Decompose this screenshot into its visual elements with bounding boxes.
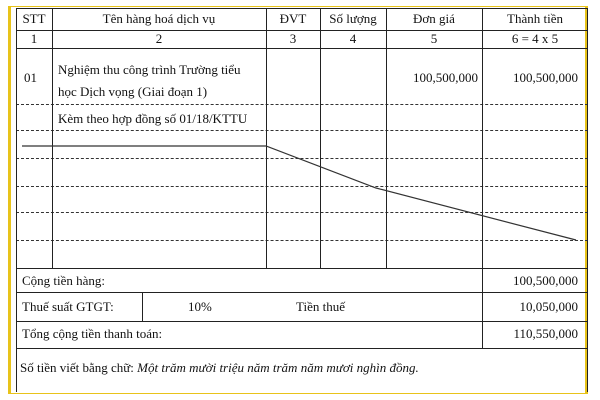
subtotal-value: 100,500,000 <box>513 273 578 288</box>
row-item-name-line2: học Dịch vọng (Giai đoạn 1) <box>58 84 208 99</box>
header-stt: STT <box>22 11 46 26</box>
row-amount: 100,500,000 <box>513 70 578 85</box>
header-amount: Thành tiền <box>507 11 563 26</box>
row-contract-note: Kèm theo hợp đồng số 01/18/KTTU <box>58 111 248 126</box>
words-value: Một trăm mười triệu năm trăm năm mươi nghìn đồng. <box>137 360 419 375</box>
header-unit: ĐVT <box>279 11 307 26</box>
subtotal-label: Cộng tiền hàng: <box>22 273 106 288</box>
header-item-name: Tên hàng hoá dịch vụ <box>102 11 216 26</box>
vat-label: Thuế suất GTGT: <box>22 299 114 314</box>
words-label: Số tiền viết bằng chữ: <box>20 360 134 375</box>
row-unit-price: 100,500,000 <box>413 70 478 85</box>
vat-rate: 10% <box>188 299 212 314</box>
total-value: 110,550,000 <box>513 326 578 341</box>
tax-label: Tiền thuế <box>296 299 345 314</box>
amount-in-words <box>20 360 419 376</box>
colnum-6: 6 = 4 x 5 <box>511 31 559 46</box>
header-quantity: Số lượng <box>329 11 377 26</box>
colnum-1: 1 <box>30 31 38 46</box>
colnum-3: 3 <box>289 31 297 46</box>
colnum-2: 2 <box>155 31 163 46</box>
colnum-4: 4 <box>349 31 357 46</box>
header-unit-price: Đơn giá <box>413 11 455 26</box>
row-stt: 01 <box>24 70 37 85</box>
tax-value: 10,050,000 <box>519 299 578 314</box>
total-label: Tổng cộng tiền thanh toán: <box>22 326 163 341</box>
row-item-name-line1: Nghiệm thu công trình Trường tiểu <box>58 62 241 77</box>
colnum-5: 5 <box>430 31 438 46</box>
invoice-sheet <box>16 8 588 392</box>
